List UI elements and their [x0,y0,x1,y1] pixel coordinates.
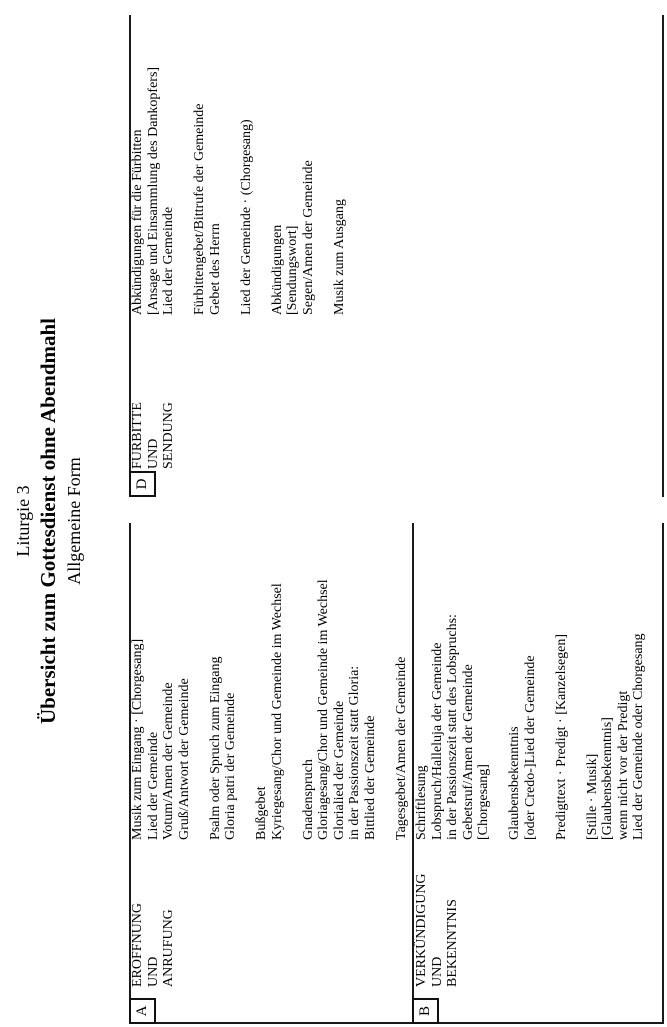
blank-row [239,579,255,840]
text-row: Lied der Gemeinde [145,731,161,840]
blank-row [285,579,301,840]
text-row: Segen/Amen der Gemeinde [300,160,316,315]
blank-row [316,67,332,315]
rule-bottom-left [662,523,664,1024]
text-row: Gebet des Herrn [207,223,223,315]
text-row: BEKENNTNIS [445,899,460,987]
section-b-rows [414,614,647,840]
text-row: ERÖFFNUNG [130,902,145,987]
blank-row [223,67,239,315]
text-row: [Chorgesang] [476,764,491,840]
text-row: SENDUNG [161,402,176,469]
text-row: Glaubensbekenntnis [507,726,522,840]
text-row: UND [145,438,161,469]
text-row: FÜRBITTE [130,402,145,469]
section-b-badge [412,998,439,1024]
section-a-badge [129,998,156,1024]
section-b-letter: B [417,1006,433,1017]
section-b-heading [414,873,461,987]
blank-row [254,67,270,315]
text-row: [Glaubensbekenntnis] [600,717,615,840]
text-row: Tagesgebet/Amen der Gemeinde [393,656,409,840]
text-row: in der Passionszeit statt des Lobspruchs: [445,614,460,840]
text-row: Musik zum Eingang · [Chorgesang] [130,638,145,840]
text-row: Gloriagesang/Chor und Gemeinde im Wechsel [316,579,331,840]
text-row: [oder Credo-]Lied der Gemeinde [522,655,538,840]
text-row: in der Passionszeit statt Gloria: [347,665,362,840]
text-row: Lied der Gemeinde [161,206,176,315]
text-row: Votum/Amen der Gemeinde [161,682,176,840]
text-row: wenn nicht vor der Predigt [615,690,631,840]
section-a-heading [130,903,177,987]
text-row: Fürbittengebet/Bittrufe der Gemeinde [192,103,207,315]
text-row: Kyriegesang/Chor und Gemeinde im Wechsel [269,583,285,840]
section-a-rows [130,579,409,840]
section-d-badge [129,471,156,497]
series-label: Liturgie 3 [13,485,33,557]
text-row: UND [145,956,161,987]
text-row: Psalm oder Spruch zum Eingang [207,656,223,840]
blank-row [177,67,193,315]
text-row: Gloria patri der Gemeinde [223,692,238,840]
text-row: UND [429,956,445,987]
page-subtitle: Allgemeine Form [64,457,84,585]
blank-row [569,614,585,840]
section-d-heading [130,402,177,469]
text-row: Abkündigungen [269,224,285,315]
text-row: [Ansage und Einsammlung des Dankopfers] [145,66,161,315]
blank-row [192,579,208,840]
text-row: Bittlied der Gemeinde [362,715,378,840]
text-row: Gruß/Antwort der Gemeinde [176,678,192,840]
text-row: Glorialied der Gemeinde [331,700,347,840]
section-a-letter: A [134,1005,150,1017]
text-row: Bußgebet [254,786,269,840]
page-title: Übersicht zum Gottesdienst ohne Abendmahl [36,317,60,725]
text-row: Musik zum Ausgang [331,199,347,315]
blank-row [538,614,554,840]
text-row: Gnadenspruch [300,759,316,840]
text-row: [Stille · Musik] [584,753,600,840]
text-row: ANRUFUNG [161,909,176,987]
text-row: Schriftlesung [414,765,429,840]
text-row: Lobspruch/Halleluja der Gemeinde [429,642,445,840]
title-block [11,15,87,1027]
text-row: [Sendungswort] [285,225,300,315]
text-row: Abkündigungen für die Fürbitten [130,129,145,315]
text-row: Lied der Gemeinde oder Chorgesang [631,633,646,840]
rule-left-border [129,1022,664,1024]
text-row: Lied der Gemeinde · (Chorgesang) [238,119,254,315]
text-row: Predigttext · Predigt · [Kanzelsegen] [553,633,569,840]
section-d-rows [130,67,347,315]
blank-row [378,579,394,840]
text-row: Gebetsruf/Amen der Gemeinde [460,664,476,840]
blank-row [492,614,508,840]
rule-bottom-right [662,15,664,497]
section-d-letter: D [134,478,150,490]
text-row: VERKÜNDIGUNG [414,873,429,987]
